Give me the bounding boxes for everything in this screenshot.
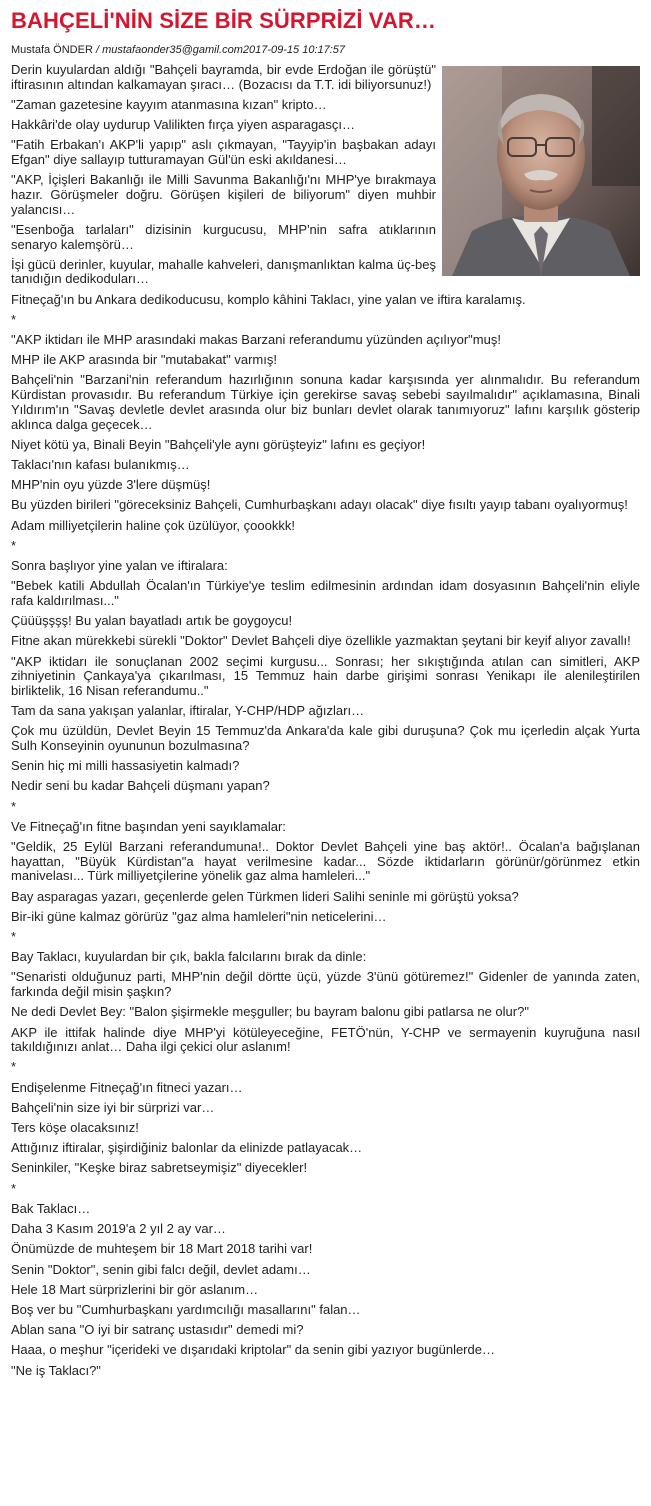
article-paragraph: "Esenboğa tarlaları" dizisinin kurgucusu, MHP'nin safra atıklarının senaryo kalemşörü… (11, 221, 436, 252)
article-paragraph: AKP ile ittifak halinde diye MHP'yi kötüleyeceğine, FETÖ'nün, Y-CHP ve sermayenin kuyruğuna nasıl takıldığınızı anlat… Daha ilgi çekici olur aslanım! (11, 1024, 640, 1055)
article-paragraph: Derin kuyulardan aldığı "Bahçeli bayramda, bir evde Erdoğan ile görüştü" iftirasının altından kalkamayan şıracı… (Bozacısı da T.T. idi biliyorsunuz!) (11, 62, 436, 92)
section-separator: * (11, 798, 17, 814)
article-paragraph: Taklacı'nın kafası bulanıkmış… (11, 456, 190, 472)
article-paragraph: "Ne iş Taklacı?" (11, 1362, 101, 1378)
article-paragraph: Boş ver bu "Cumhurbaşkanı yardımcılığı masallarını" falan… (11, 1301, 361, 1317)
article-paragraph: "AKP iktidarı ile sonuçlanan 2002 seçimi kurgusu... Sonrası; her sıkıştığında atılan can simitleri, AKP zihniyetinin Çankaya'ya çıkarılması, 15 Temmuz hain darbe girişimi sonrası Yenikapı ile aleni​leştirilen birliktelik, 16 Nisan referandumu.." (11, 653, 640, 698)
article-paragraph: Tam da sana yakışan yalanlar, iftiralar, Y-CHP/HDP ağızları… (11, 703, 365, 719)
article-paragraph: Bay Taklacı, kuyulardan bir çık, bakla falcılarını bırak da dinle: (11, 949, 367, 965)
article-paragraph: Ters köşe olacaksınız! (11, 1120, 139, 1136)
section-separator: * (11, 929, 17, 945)
article-paragraph: Hakkâri'de olay uydurup Valilikten fırça yiyen asparagasçı… (11, 117, 356, 133)
article-paragraph: Bahçeli'nin size iyi bir sürprizi var… (11, 1099, 215, 1115)
section-separator: * (11, 537, 17, 553)
article-paragraph: "Fatih Erbakan'ı AKP'li yapıp" aslı çıkmayan, "Tayyip'in başbakan adayı Efgan" diye sallayıp tutturamayan Gül'ün eski akıldanesi… (11, 137, 436, 168)
article-paragraph: Attığınız iftiralar, şişirdiğiniz balonlar da elinizde patlayacak… (11, 1140, 363, 1156)
article-paragraph: "Geldik, 25 Eylül Barzani referandumuna!.. Doktor Devlet Bahçeli yine baş aktör!.. Öcalan'a bağışlanan hayattan, "Büyük Kürdistan"a hayat verilmesine kadar... Sözde iktidarların görünür/görünmez etkin manivelası... Türk milliyetçilerine yönelik gaz alma hamleleri..." (11, 839, 640, 884)
article-paragraph: Ve Fitneçağ'ın fitne başından yeni sayıklamalar: (11, 818, 286, 834)
article-paragraph: "Senaristi olduğunuz parti, MHP'nin değil dörtte üçü, yüzde 3'ünü götüremez!" Gidenler de yanında zaten, farkında değil misin şaşkın? (11, 969, 640, 1000)
article-paragraph: MHP'nin oyu yüzde 3'lere düşmüş! (11, 477, 211, 493)
article-paragraph: Çok mu üzüldün, Devlet Beyin 15 Temmuz'da Ankara'da kale gibi duruşuna? Çok mu içerledin alçak Yurta Sulh Konseyinin oyununun bozulmasına? (11, 723, 640, 754)
author-name[interactable]: Mustafa ÖNDER (11, 44, 93, 56)
article-paragraph: MHP ile AKP arasında bir "mutabakat" varmış! (11, 352, 277, 368)
article-paragraph: "Zaman gazetesine kayyım atanmasına kızan" kripto… (11, 96, 327, 112)
section-separator: * (11, 311, 17, 327)
article-paragraph: Hele 18 Mart sürprizlerini bir gör aslanım… (11, 1281, 259, 1297)
article-paragraph: Senin hiç mi milli hassasiyetin kalmadı? (11, 758, 240, 774)
article-paragraph: "Bebek katili Abdullah Öcalan'ın Türkiye'ye teslim edilmesinin ardından idam dosyasının Bahçeli'nin eliyle rafa kaldırılması..." (11, 578, 640, 608)
article-paragraph: Endişelenme Fitneçağ'ın fitneci yazarı… (11, 1079, 243, 1095)
article-paragraph: "AKP, İçişleri Bakanlığı ile Milli Savunma Bakanlığı'nı MHP'ye bırakmaya hazır. Görüşmeler doğru. Görüşen kişileri de biliyorum" diyen muhbir yalancısı… (11, 172, 436, 217)
article-paragraph: Sonra başlıyor yine yalan ve iftiralara: (11, 557, 228, 573)
article-paragraph: İşi gücü derinler, kuyular, mahalle kahveleri, danışmanlıktan kalma üç-beş tanıdığın dedikoduları… (11, 256, 436, 287)
article-paragraph: Önümüzde de muhteşem bir 18 Mart 2018 tarihi var! (11, 1241, 313, 1257)
section-separator: * (11, 1180, 17, 1196)
article-paragraph: Seninkiler, "Keşke biraz sabretseymişiz" diyecekler! (11, 1160, 308, 1176)
article-paragraph: Haaa, o meşhur "içerideki ve dışarıdaki kriptolar" da senin gibi yazıyor bugünlerde… (11, 1342, 495, 1358)
article-paragraph: Fitne akan mürekkebi sürekli "Doktor" Devlet Bahçeli diye özellikle yazmaktan şeytani bir keyif alıyor zavallı! (11, 633, 631, 649)
article-paragraph: Bu yüzden birileri "göreceksiniz Bahçeli, Cumhurbaşkanı adayı olacak" diye fısıltı yayıp tabanı oyalıyormuş! (11, 497, 628, 513)
article-paragraph: Nedir seni bu kadar Bahçeli düşmanı yapan? (11, 778, 270, 794)
article-title: BAHÇELİ'NİN SİZE BİR SÜRPRİZİ VAR… (11, 8, 437, 33)
article-paragraph: Ablan sana "O iyi bir satranç ustasıdır" demedi mi? (11, 1322, 304, 1338)
article-paragraph: "AKP iktidarı ile MHP arasındaki makas Barzani referandumu yüzünden açılıyor"muş! (11, 332, 501, 348)
byline (11, 44, 640, 57)
article-paragraph: Bak Taklacı… (11, 1200, 91, 1216)
author-photo-image (442, 66, 640, 276)
article-paragraph: Ne dedi Devlet Bey: "Balon şişirmekle meşguller; bu bayram balonu gibi patlarsa ne olur?" (11, 1004, 529, 1020)
section-separator: * (11, 1059, 17, 1075)
article (11, 0, 640, 1378)
author-meta: / mustafaonder35@gamil.com2017-09-15 10:17:57 (95, 44, 346, 56)
author-photo (442, 66, 640, 276)
article-paragraph: Bay asparagas yazarı, geçenlerde gelen Türkmen lideri Salihi seninle mi görüştü yoksa? (11, 888, 519, 904)
article-paragraph: Senin "Doktor", senin gibi falcı değil, devlet adamı… (11, 1261, 311, 1277)
article-paragraph: Çüüüşşşş! Bu yalan bayatladı artık be goygoycu! (11, 613, 293, 629)
article-paragraph: Adam milliyetçilerin haline çok üzülüyor, çoookkk! (11, 517, 295, 533)
article-paragraph: Daha 3 Kasım 2019'a 2 yıl 2 ay var… (11, 1221, 226, 1237)
article-paragraph: Niyet kötü ya, Binali Beyin "Bahçeli'yle aynı görüşteyiz" lafını es geçiyor! (11, 436, 426, 452)
article-paragraph: Bir-iki güne kalmaz görürüz "gaz alma hamleleri"nin neticelerini… (11, 908, 387, 924)
article-paragraph: Fitneçağ'ın bu Ankara dedikoducusu, komplo kâhini Taklacı, yine yalan ve iftira karalamış. (11, 291, 526, 307)
article-paragraph: Bahçeli'nin "Barzani'nin referandum hazırlığının sonuna kadar karşısında yer alınmalıdır. Bu referandum Kürdistan provasıdır. Bu referandum Türkiye için gerekirse savaş sebebi sayılmalıdır" açıklamasına, Binali Yıldırım'ın "Savaş devletle devlet arasında olur biz bunları devlet olarak tanımıyoruz" lafını karşılık gösterip aklınca dalga geçecek… (11, 372, 640, 432)
